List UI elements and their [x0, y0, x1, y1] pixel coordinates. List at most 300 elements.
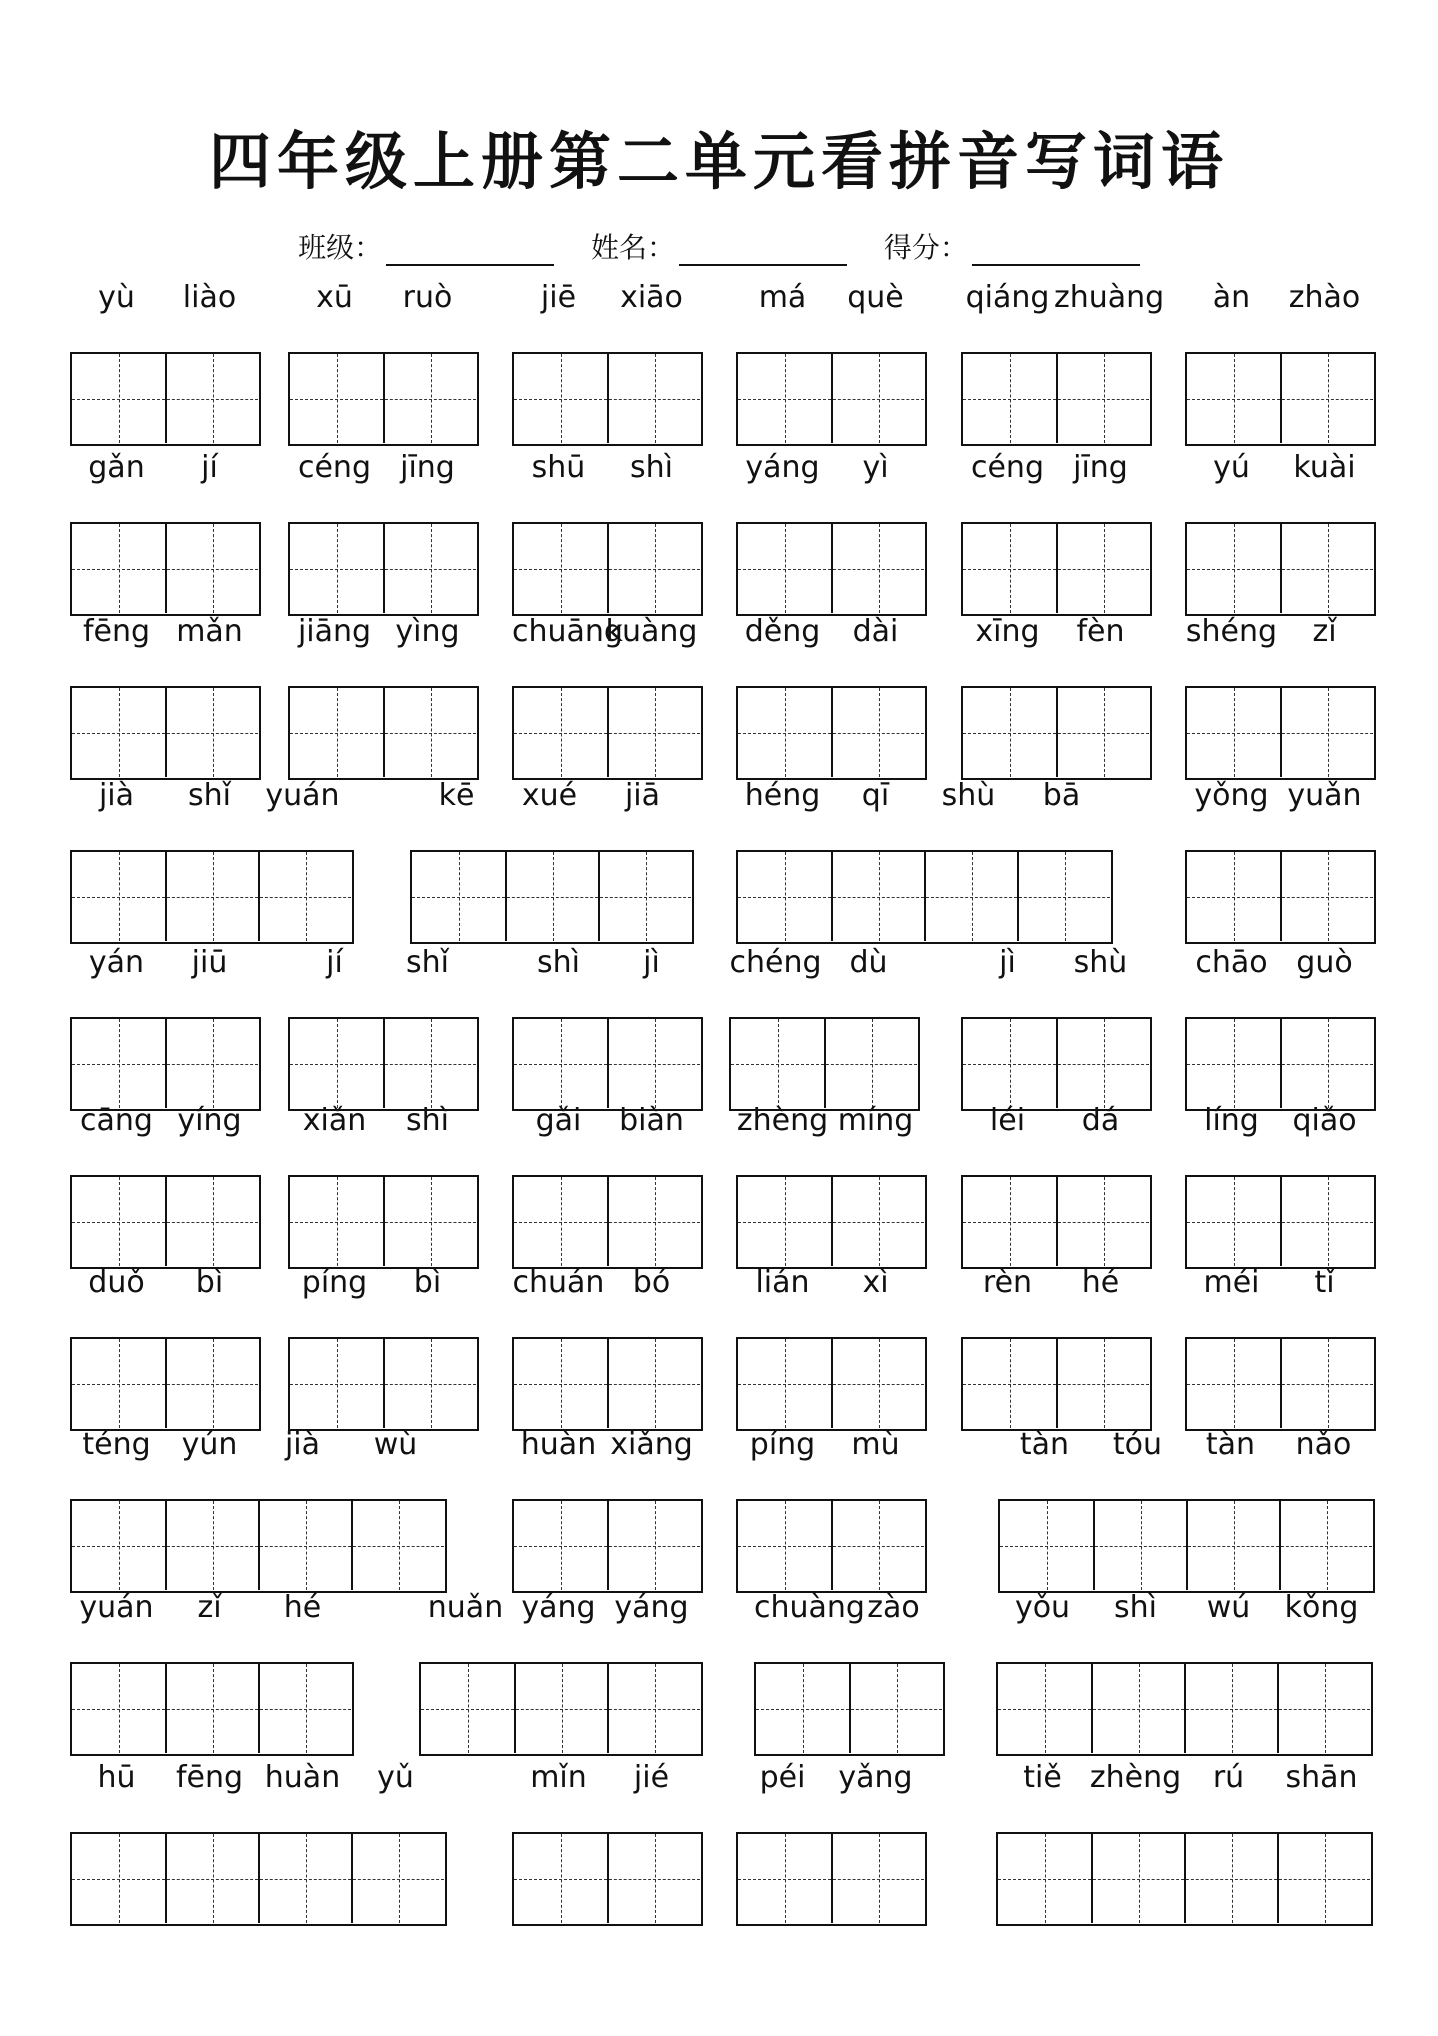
- tianzige-grid: [512, 352, 703, 446]
- writing-cell[interactable]: [607, 354, 700, 443]
- writing-cell[interactable]: [72, 1501, 165, 1590]
- writing-cell[interactable]: [1280, 1019, 1373, 1108]
- pinyin-syllable: héng: [744, 778, 821, 813]
- score-label: 得分：: [883, 231, 968, 264]
- pinyin-syllable: bì: [195, 1265, 224, 1300]
- tianzige-grid: [736, 1175, 927, 1269]
- writing-cell[interactable]: [738, 524, 831, 613]
- pinyin-syllable: qiáng: [965, 280, 1050, 315]
- pinyin-syllable: zào: [867, 1590, 920, 1625]
- writing-cell[interactable]: [998, 1834, 1091, 1923]
- pinyin-syllable: cāng: [80, 1103, 153, 1138]
- tianzige-grid: [998, 1499, 1375, 1593]
- tianzige-grid: [70, 686, 261, 780]
- writing-cell[interactable]: [165, 1339, 258, 1428]
- tianzige-grid: [512, 1337, 703, 1431]
- writing-cell[interactable]: [514, 1019, 607, 1108]
- writing-cell[interactable]: [72, 1339, 165, 1428]
- writing-cell[interactable]: [258, 1501, 351, 1590]
- writing-cell[interactable]: [165, 1501, 258, 1590]
- writing-cell[interactable]: [738, 1501, 831, 1590]
- pinyin-syllable: kē: [438, 778, 475, 813]
- writing-cell[interactable]: [1184, 1664, 1277, 1753]
- pinyin-syllable: yuán: [265, 778, 340, 813]
- writing-cell[interactable]: [290, 1019, 383, 1108]
- writing-cell[interactable]: [607, 1501, 700, 1590]
- pinyin-syllable: bó: [632, 1265, 671, 1300]
- tianzige-grid: [512, 1499, 703, 1593]
- writing-cell[interactable]: [258, 1664, 351, 1753]
- pinyin-syllable: chāo: [1195, 945, 1268, 980]
- writing-cell[interactable]: [1277, 1664, 1370, 1753]
- pinyin-syllable: shéng: [1185, 614, 1278, 649]
- writing-cell[interactable]: [738, 688, 831, 777]
- tianzige-grid: [729, 1017, 920, 1111]
- pinyin-syllable: yìng: [395, 614, 460, 649]
- tianzige-grid: [512, 686, 703, 780]
- writing-cell[interactable]: [1056, 1339, 1149, 1428]
- writing-cell[interactable]: [1280, 354, 1373, 443]
- writing-cell[interactable]: [290, 1177, 383, 1266]
- tianzige-grid: [70, 522, 261, 616]
- pinyin-syllable: tóu: [1112, 1427, 1163, 1462]
- tianzige-grid: [1185, 1175, 1376, 1269]
- pinyin-syllable: jiāng: [297, 614, 372, 649]
- pinyin-syllable: dài: [852, 614, 899, 649]
- tianzige-grid: [70, 352, 261, 446]
- writing-cell[interactable]: [165, 1019, 258, 1108]
- tianzige-grid: [754, 1662, 945, 1756]
- writing-cell[interactable]: [849, 1664, 942, 1753]
- pinyin-syllable: yǎng: [838, 1760, 913, 1795]
- pinyin-syllable: ruò: [402, 280, 453, 315]
- pinyin-syllable: huàn: [264, 1760, 341, 1795]
- tianzige-grid: [70, 1017, 261, 1111]
- pinyin-syllable: yáng: [614, 1590, 689, 1625]
- pinyin-syllable: jí: [201, 450, 218, 485]
- pinyin-syllable: céng: [297, 450, 371, 485]
- tianzige-grid: [996, 1832, 1373, 1926]
- pinyin-syllable: gǎn: [88, 450, 145, 485]
- tianzige-grid: [419, 1662, 703, 1756]
- tianzige-grid: [961, 352, 1152, 446]
- writing-cell[interactable]: [1280, 524, 1373, 613]
- writing-cell[interactable]: [165, 852, 258, 941]
- pinyin-syllable: chuán: [512, 1265, 605, 1300]
- writing-cell[interactable]: [290, 354, 383, 443]
- writing-cell[interactable]: [963, 524, 1056, 613]
- pinyin-syllable: rèn: [982, 1265, 1033, 1300]
- writing-cell[interactable]: [72, 354, 165, 443]
- pinyin-syllable: céng: [970, 450, 1044, 485]
- pinyin-syllable: píng: [749, 1427, 816, 1462]
- tianzige-grid: [70, 1175, 261, 1269]
- writing-cell[interactable]: [831, 852, 924, 941]
- class-label: 班级：: [298, 231, 383, 264]
- writing-cell[interactable]: [1187, 852, 1280, 941]
- tianzige-grid: [288, 686, 479, 780]
- writing-cell[interactable]: [514, 1339, 607, 1428]
- pinyin-syllable: jí: [326, 945, 343, 980]
- tianzige-grid: [961, 522, 1152, 616]
- pinyin-syllable: wù: [373, 1427, 418, 1462]
- tianzige-grid: [1185, 1017, 1376, 1111]
- writing-cell[interactable]: [831, 524, 924, 613]
- name-blank[interactable]: [679, 234, 847, 266]
- pinyin-syllable: shū: [531, 450, 586, 485]
- pinyin-syllable: duǒ: [88, 1265, 145, 1300]
- pinyin-syllable: péi: [759, 1760, 806, 1795]
- writing-cell[interactable]: [1093, 1501, 1186, 1590]
- writing-cell[interactable]: [290, 524, 383, 613]
- writing-cell[interactable]: [963, 688, 1056, 777]
- pinyin-syllable: kuài: [1293, 450, 1356, 485]
- writing-cell[interactable]: [1091, 1664, 1184, 1753]
- tianzige-grid: [961, 1337, 1152, 1431]
- pinyin-syllable: yíng: [177, 1103, 242, 1138]
- writing-cell[interactable]: [165, 1177, 258, 1266]
- tianzige-grid: [736, 1832, 927, 1926]
- writing-cell[interactable]: [514, 1664, 607, 1753]
- tianzige-grid: [736, 850, 1113, 944]
- pinyin-syllable: yǒu: [1014, 1590, 1071, 1625]
- writing-cell[interactable]: [1187, 524, 1280, 613]
- pinyin-syllable: nǎo: [1295, 1427, 1352, 1462]
- pinyin-syllable: nuǎn: [427, 1590, 504, 1625]
- pinyin-syllable: xì: [862, 1265, 889, 1300]
- tianzige-grid: [70, 1662, 354, 1756]
- writing-cell[interactable]: [731, 1019, 824, 1108]
- writing-cell[interactable]: [72, 1019, 165, 1108]
- writing-cell[interactable]: [756, 1664, 849, 1753]
- writing-cell[interactable]: [831, 1177, 924, 1266]
- writing-cell[interactable]: [831, 688, 924, 777]
- writing-cell[interactable]: [165, 1664, 258, 1753]
- pinyin-syllable: xiǎng: [610, 1427, 693, 1462]
- tianzige-grid: [1185, 850, 1376, 944]
- writing-cell[interactable]: [831, 1339, 924, 1428]
- writing-cell[interactable]: [514, 1177, 607, 1266]
- pinyin-syllable: bì: [413, 1265, 442, 1300]
- pinyin-syllable: chuāng: [512, 614, 623, 649]
- pinyin-syllable: yáng: [745, 450, 820, 485]
- writing-cell[interactable]: [607, 1664, 700, 1753]
- tianzige-grid: [996, 1662, 1373, 1756]
- pinyin-syllable: shì: [537, 945, 580, 980]
- pinyin-syllable: líng: [1204, 1103, 1259, 1138]
- writing-cell[interactable]: [514, 688, 607, 777]
- pinyin-syllable: děng: [744, 614, 821, 649]
- pinyin-syllable: hé: [1081, 1265, 1120, 1300]
- writing-cell[interactable]: [421, 1664, 514, 1753]
- writing-cell[interactable]: [412, 852, 505, 941]
- pinyin-syllable: lián: [755, 1265, 810, 1300]
- writing-cell[interactable]: [831, 354, 924, 443]
- writing-cell[interactable]: [72, 1177, 165, 1266]
- writing-cell[interactable]: [607, 524, 700, 613]
- pinyin-syllable: fēng: [82, 614, 151, 649]
- pinyin-syllable: liào: [182, 280, 237, 315]
- pinyin-syllable: mǎn: [176, 614, 243, 649]
- writing-cell[interactable]: [1056, 688, 1149, 777]
- pinyin-syllable: jié: [633, 1760, 670, 1795]
- pinyin-syllable: xiǎn: [302, 1103, 367, 1138]
- tianzige-grid: [736, 686, 927, 780]
- writing-cell[interactable]: [1187, 1019, 1280, 1108]
- tianzige-grid: [1185, 352, 1376, 446]
- name-field: [591, 226, 847, 266]
- writing-cell[interactable]: [738, 354, 831, 443]
- pinyin-syllable: guò: [1296, 945, 1353, 980]
- writing-cell[interactable]: [924, 852, 1017, 941]
- pinyin-syllable: yún: [181, 1427, 238, 1462]
- pinyin-syllable: jì: [999, 945, 1016, 980]
- writing-cell[interactable]: [998, 1664, 1091, 1753]
- writing-cell[interactable]: [1091, 1834, 1184, 1923]
- writing-cell[interactable]: [514, 524, 607, 613]
- writing-cell[interactable]: [1056, 1177, 1149, 1266]
- pinyin-syllable: wú: [1206, 1590, 1251, 1625]
- tianzige-grid: [288, 1337, 479, 1431]
- tianzige-grid: [736, 352, 927, 446]
- pinyin-syllable: yǒng: [1194, 778, 1269, 813]
- tianzige-grid: [961, 686, 1152, 780]
- pinyin-syllable: qiǎo: [1292, 1103, 1357, 1138]
- tianzige-grid: [512, 1017, 703, 1111]
- pinyin-syllable: shì: [630, 450, 673, 485]
- writing-cell[interactable]: [72, 524, 165, 613]
- writing-cell[interactable]: [1187, 1177, 1280, 1266]
- writing-cell[interactable]: [165, 1834, 258, 1923]
- tianzige-grid: [1185, 522, 1376, 616]
- pinyin-syllable: yuán: [79, 1590, 154, 1625]
- writing-cell[interactable]: [824, 1019, 917, 1108]
- tianzige-grid: [736, 522, 927, 616]
- writing-cell[interactable]: [383, 1019, 476, 1108]
- writing-cell[interactable]: [1184, 1834, 1277, 1923]
- writing-cell[interactable]: [1280, 852, 1373, 941]
- pinyin-syllable: fèn: [1076, 614, 1125, 649]
- student-info-line: [0, 226, 1438, 266]
- writing-cell[interactable]: [351, 1834, 444, 1923]
- tianzige-grid: [512, 1175, 703, 1269]
- tianzige-grid: [736, 1337, 927, 1431]
- pinyin-syllable: méi: [1203, 1265, 1260, 1300]
- pinyin-syllable: yǔ: [377, 1760, 414, 1795]
- pinyin-syllable: bā: [1042, 778, 1081, 813]
- tianzige-grid: [288, 522, 479, 616]
- pinyin-syllable: jià: [284, 1427, 321, 1462]
- writing-cell[interactable]: [383, 354, 476, 443]
- pinyin-syllable: téng: [82, 1427, 151, 1462]
- class-field: [298, 226, 554, 266]
- writing-cell[interactable]: [383, 1339, 476, 1428]
- tianzige-grid: [961, 1017, 1152, 1111]
- pinyin-syllable: míng: [837, 1103, 914, 1138]
- pinyin-syllable: àn: [1212, 280, 1251, 315]
- pinyin-syllable: yù: [98, 280, 135, 315]
- writing-cell[interactable]: [1279, 1501, 1372, 1590]
- pinyin-syllable: jīng: [400, 450, 455, 485]
- pinyin-syllable: jiā: [624, 778, 661, 813]
- writing-cell[interactable]: [1056, 354, 1149, 443]
- pinyin-syllable: shān: [1285, 1760, 1358, 1795]
- pinyin-syllable: shù: [941, 778, 996, 813]
- writing-cell[interactable]: [738, 1177, 831, 1266]
- writing-cell[interactable]: [1187, 688, 1280, 777]
- pinyin-syllable: zhèng: [1089, 1760, 1182, 1795]
- pinyin-syllable: biàn: [619, 1103, 684, 1138]
- pinyin-syllable: jiū: [191, 945, 228, 980]
- tianzige-grid: [736, 1499, 927, 1593]
- pinyin-syllable: zhèng: [736, 1103, 829, 1138]
- writing-cell[interactable]: [514, 1834, 607, 1923]
- pinyin-syllable: xū: [316, 280, 353, 315]
- tianzige-grid: [1185, 686, 1376, 780]
- tianzige-grid: [70, 1499, 447, 1593]
- class-blank[interactable]: [386, 234, 554, 266]
- writing-cell[interactable]: [738, 852, 831, 941]
- writing-cell[interactable]: [1187, 354, 1280, 443]
- score-field: [884, 226, 1140, 266]
- pinyin-syllable: huàn: [520, 1427, 597, 1462]
- pinyin-syllable: kuàng: [605, 614, 698, 649]
- score-blank[interactable]: [972, 234, 1140, 266]
- pinyin-syllable: yuǎn: [1287, 778, 1362, 813]
- tianzige-grid: [288, 352, 479, 446]
- writing-cell[interactable]: [258, 852, 351, 941]
- writing-cell[interactable]: [383, 688, 476, 777]
- pinyin-syllable: yú: [1213, 450, 1250, 485]
- writing-cell[interactable]: [963, 1339, 1056, 1428]
- writing-cell[interactable]: [1056, 524, 1149, 613]
- writing-cell[interactable]: [72, 852, 165, 941]
- tianzige-grid: [70, 1832, 447, 1926]
- writing-cell[interactable]: [383, 524, 476, 613]
- writing-cell[interactable]: [72, 1664, 165, 1753]
- writing-cell[interactable]: [963, 1177, 1056, 1266]
- pinyin-syllable: shì: [406, 1103, 449, 1138]
- pinyin-syllable: zhào: [1288, 280, 1361, 315]
- writing-cell[interactable]: [514, 1501, 607, 1590]
- writing-cell[interactable]: [290, 688, 383, 777]
- tianzige-grid: [288, 1175, 479, 1269]
- writing-cell[interactable]: [165, 354, 258, 443]
- writing-cell[interactable]: [963, 354, 1056, 443]
- pinyin-syllable: hū: [97, 1760, 136, 1795]
- pinyin-syllable: dù: [849, 945, 888, 980]
- pinyin-syllable: mù: [851, 1427, 900, 1462]
- pinyin-syllable: tiě: [1023, 1760, 1062, 1795]
- pinyin-syllable: rú: [1212, 1760, 1245, 1795]
- pinyin-syllable: kǒng: [1284, 1590, 1359, 1625]
- pinyin-syllable: gǎi: [535, 1103, 582, 1138]
- writing-cell[interactable]: [1187, 1339, 1280, 1428]
- pinyin-syllable: tàn: [1205, 1427, 1256, 1462]
- pinyin-syllable: chéng: [729, 945, 822, 980]
- writing-cell[interactable]: [1186, 1501, 1279, 1590]
- pinyin-syllable: tǐ: [1314, 1265, 1335, 1300]
- name-label: 姓名：: [590, 231, 675, 264]
- writing-cell[interactable]: [165, 688, 258, 777]
- pinyin-syllable: shǐ: [188, 778, 231, 813]
- worksheet-title: 四年级上册第二单元看拼音写词语: [208, 125, 1229, 198]
- writing-cell[interactable]: [258, 1834, 351, 1923]
- pinyin-syllable: píng: [301, 1265, 368, 1300]
- writing-cell[interactable]: [383, 1177, 476, 1266]
- pinyin-syllable: hé: [283, 1590, 322, 1625]
- writing-cell[interactable]: [1280, 1339, 1373, 1428]
- writing-cell[interactable]: [1056, 1019, 1149, 1108]
- writing-cell[interactable]: [607, 688, 700, 777]
- writing-cell[interactable]: [607, 1834, 700, 1923]
- pinyin-syllable: zhuàng: [1054, 280, 1165, 315]
- writing-cell[interactable]: [165, 524, 258, 613]
- pinyin-syllable: xué: [521, 778, 578, 813]
- writing-cell[interactable]: [831, 1834, 924, 1923]
- pinyin-syllable: shù: [1073, 945, 1128, 980]
- writing-cell[interactable]: [290, 1339, 383, 1428]
- pinyin-syllable: mǐn: [530, 1760, 587, 1795]
- pinyin-syllable: chuàng: [754, 1590, 865, 1625]
- writing-cell[interactable]: [831, 1501, 924, 1590]
- writing-cell[interactable]: [738, 1834, 831, 1923]
- writing-cell[interactable]: [72, 688, 165, 777]
- pinyin-syllable: xiāo: [620, 280, 683, 315]
- tianzige-grid: [70, 850, 354, 944]
- writing-cell[interactable]: [598, 852, 691, 941]
- pinyin-syllable: yáng: [521, 1590, 596, 1625]
- writing-cell[interactable]: [505, 852, 598, 941]
- pinyin-syllable: qī: [861, 778, 890, 813]
- writing-cell[interactable]: [1017, 852, 1110, 941]
- tianzige-grid: [961, 1175, 1152, 1269]
- tianzige-grid: [512, 522, 703, 616]
- tianzige-grid: [70, 1337, 261, 1431]
- writing-cell[interactable]: [963, 1019, 1056, 1108]
- pinyin-syllable: yán: [88, 945, 145, 980]
- writing-cell[interactable]: [1280, 688, 1373, 777]
- writing-cell[interactable]: [607, 1177, 700, 1266]
- pinyin-syllable: jià: [98, 778, 135, 813]
- tianzige-grid: [288, 1017, 479, 1111]
- pinyin-syllable: jīng: [1073, 450, 1128, 485]
- pinyin-syllable: zǐ: [1312, 614, 1337, 649]
- pinyin-syllable: dá: [1081, 1103, 1120, 1138]
- writing-cell[interactable]: [1277, 1834, 1370, 1923]
- pinyin-syllable: jiē: [540, 280, 577, 315]
- pinyin-syllable: léi: [989, 1103, 1026, 1138]
- writing-cell[interactable]: [514, 354, 607, 443]
- pinyin-syllable: jì: [643, 945, 660, 980]
- pinyin-syllable: yì: [862, 450, 889, 485]
- tianzige-grid: [512, 1832, 703, 1926]
- pinyin-syllable: xīng: [975, 614, 1040, 649]
- pinyin-syllable: zǐ: [197, 1590, 222, 1625]
- writing-cell[interactable]: [1000, 1501, 1093, 1590]
- writing-cell[interactable]: [738, 1339, 831, 1428]
- writing-cell[interactable]: [351, 1501, 444, 1590]
- writing-cell[interactable]: [607, 1019, 700, 1108]
- pinyin-syllable: fēng: [175, 1760, 244, 1795]
- writing-cell[interactable]: [1280, 1177, 1373, 1266]
- pinyin-syllable: què: [847, 280, 904, 315]
- tianzige-grid: [1185, 1337, 1376, 1431]
- tianzige-grid: [410, 850, 694, 944]
- writing-cell[interactable]: [607, 1339, 700, 1428]
- pinyin-syllable: tàn: [1019, 1427, 1070, 1462]
- writing-cell[interactable]: [72, 1834, 165, 1923]
